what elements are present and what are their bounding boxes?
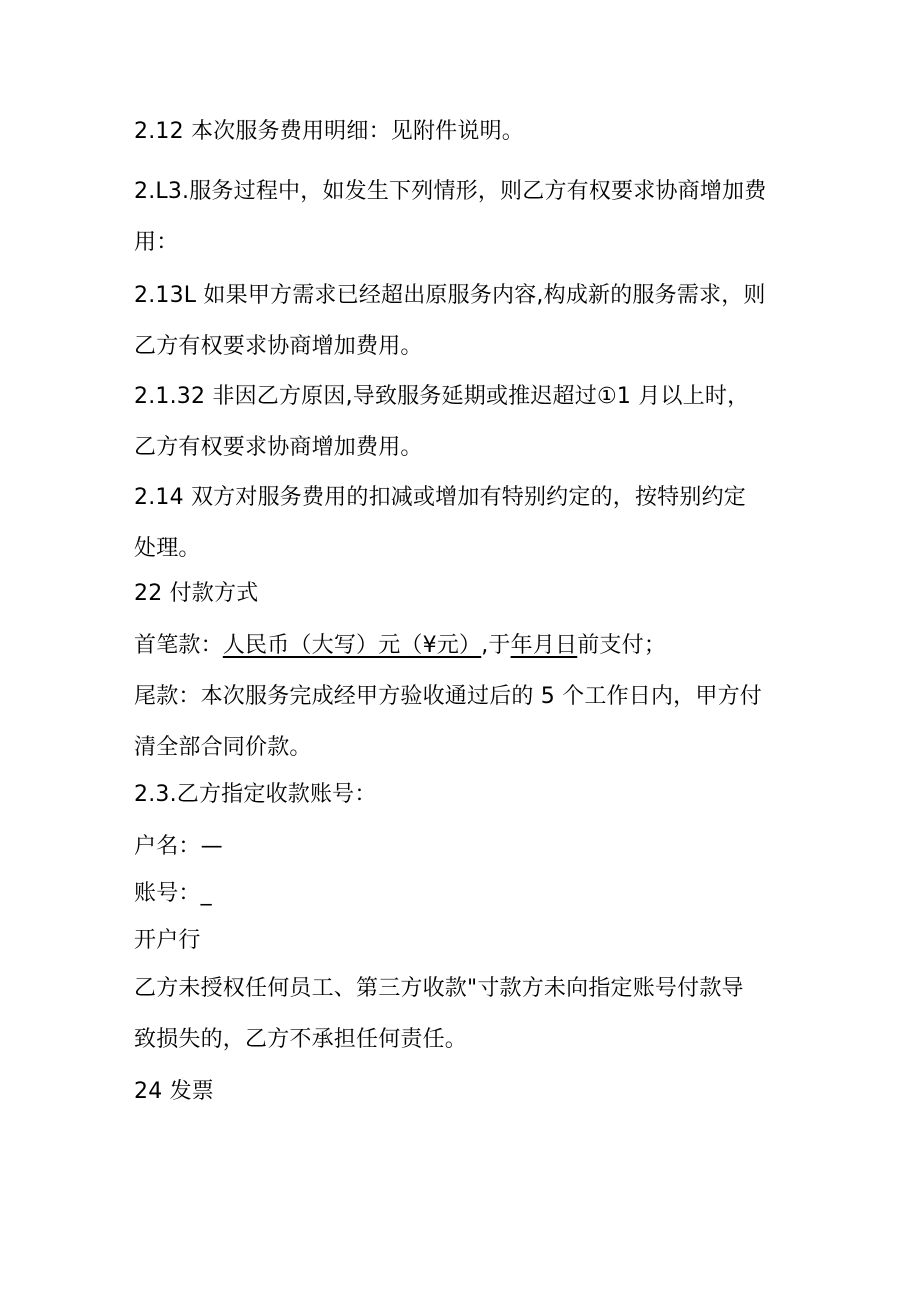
clause-2-14-line-1: 2.14 双方对服务费用的扣减或增加有特别约定的，按特别约定 [134,485,746,510]
first-payment-middle: ,于 [481,633,511,658]
first-payment-line [134,620,794,671]
clause-2-1-3-line-2: 用： [134,230,179,255]
section-payment-method-heading [134,568,794,619]
clause-2-1-3-1 [134,270,794,372]
clause-2-14 [134,472,794,574]
invoice-heading-text: 24 发票 [134,1079,214,1104]
clause-2-1-3 [134,166,794,268]
clause-2-1-3-1-line-2: 乙方有权要求协商增加费用。 [134,334,423,359]
disclaimer-line-1: 乙方未授权任何员工、第三方收款"寸款方未向指定账号付款导 [134,976,744,1001]
clause-2-1-3-1-line-1: 2.13L 如果甲方需求已经超出原服务内容,构成新的服务需求，则 [134,283,766,308]
first-payment-suffix: 前支付； [577,633,667,658]
account-bank-text: 开户行 [134,928,201,953]
first-payment-date-blank: 年月日 [510,633,578,658]
payment-method-heading-text: 22 付款方式 [134,581,259,606]
first-payment-amount-blank: 人民币（大写）元（¥元） [222,633,482,658]
clause-2-12-line-1: 2.12 本次服务费用明细：见附件说明。 [134,119,524,144]
first-payment-prefix: 首笔款： [134,633,223,658]
section-invoice-heading [134,1066,794,1117]
account-number [134,868,794,919]
account-heading-text: 2.3.乙方指定收款账号： [134,782,377,807]
account-bank [134,915,794,966]
clause-2-1-3-line-1: 2.L3.服务过程中，如发生下列情形，则乙方有权要求协商增加费 [134,179,767,204]
account-name [134,821,794,872]
final-payment-line-2: 清全部合同价款。 [134,735,312,760]
final-payment [134,671,794,773]
clause-2-1-3-2 [134,371,794,473]
clause-2-1-3-2-line-2: 乙方有权要求协商增加费用。 [134,435,423,460]
account-number-text: 账号：_ [134,881,212,906]
disclaimer-line-2: 致损失的，乙方不承担任何责任。 [134,1027,468,1052]
disclaimer [134,963,794,1065]
final-payment-line-1: 尾款：本次服务完成经甲方验收通过后的 5 个工作日内，甲方付 [134,684,762,709]
account-name-text: 户名：— [134,834,223,859]
clause-2-1-3-2-line-1: 2.1.32 非因乙方原因,导致服务延期或推迟超过①1 月以上时， [134,384,750,409]
clause-2-14-line-2: 处理。 [134,536,201,561]
clause-2-12 [134,106,794,157]
account-heading [134,769,794,820]
